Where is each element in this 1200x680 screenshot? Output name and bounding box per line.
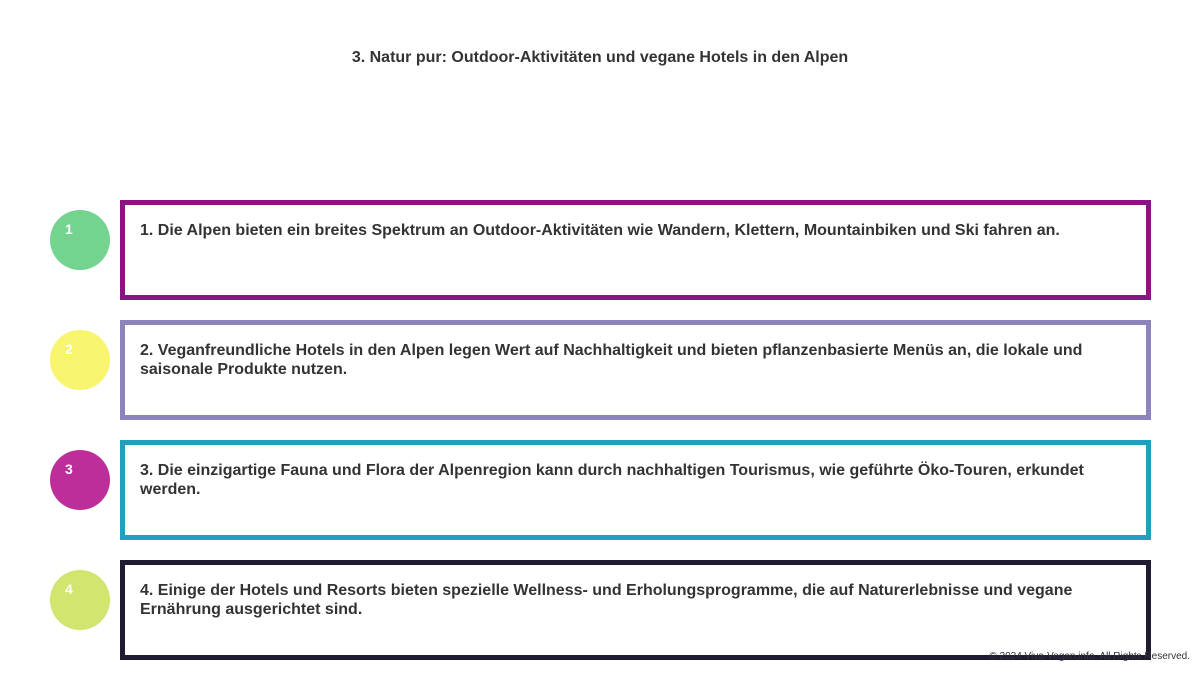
item-text-4: 4. Einige der Hotels und Resorts bieten spezielle Wellness- und Erholungsprogramme, die auf Naturerlebnisse und vegane Ernährung ausgerichtet sind. bbox=[140, 582, 1073, 618]
text-box-1 bbox=[120, 200, 1151, 300]
list-item-2 bbox=[0, 320, 1200, 420]
copyright-notice: © 2024 Viva-Vegan.info. All Rights Reserved. bbox=[989, 651, 1190, 662]
number-circle-3 bbox=[50, 450, 110, 510]
number-circle-4 bbox=[50, 570, 110, 630]
list-item-1 bbox=[0, 200, 1200, 300]
item-text-2: 2. Veganfreundliche Hotels in den Alpen legen Wert auf Nachhaltigkeit und bieten pflanzenbasierte Menüs an, die lokale und saisonale Produkte nutzen. bbox=[140, 342, 1083, 378]
page-title: 3. Natur pur: Outdoor-Aktivitäten und vegane Hotels in den Alpen bbox=[351, 49, 849, 66]
number-circle-2 bbox=[50, 330, 110, 390]
item-text-1: 1. Die Alpen bieten ein breites Spektrum an Outdoor-Aktivitäten wie Wandern, Klettern, Mountainbiken und Ski fahren an. bbox=[140, 222, 1060, 239]
item-text-3: 3. Die einzigartige Fauna und Flora der Alpenregion kann durch nachhaltigen Tourismus, wie geführte Öko-Touren, erkundet werden. bbox=[140, 462, 1084, 498]
number-label-3: 3 bbox=[65, 461, 73, 477]
list-item-4 bbox=[0, 560, 1200, 660]
number-label-4: 4 bbox=[65, 581, 73, 597]
number-label-1: 1 bbox=[65, 221, 73, 237]
list-item-3 bbox=[0, 440, 1200, 540]
number-circle-1 bbox=[50, 210, 110, 270]
number-label-2: 2 bbox=[65, 341, 73, 357]
